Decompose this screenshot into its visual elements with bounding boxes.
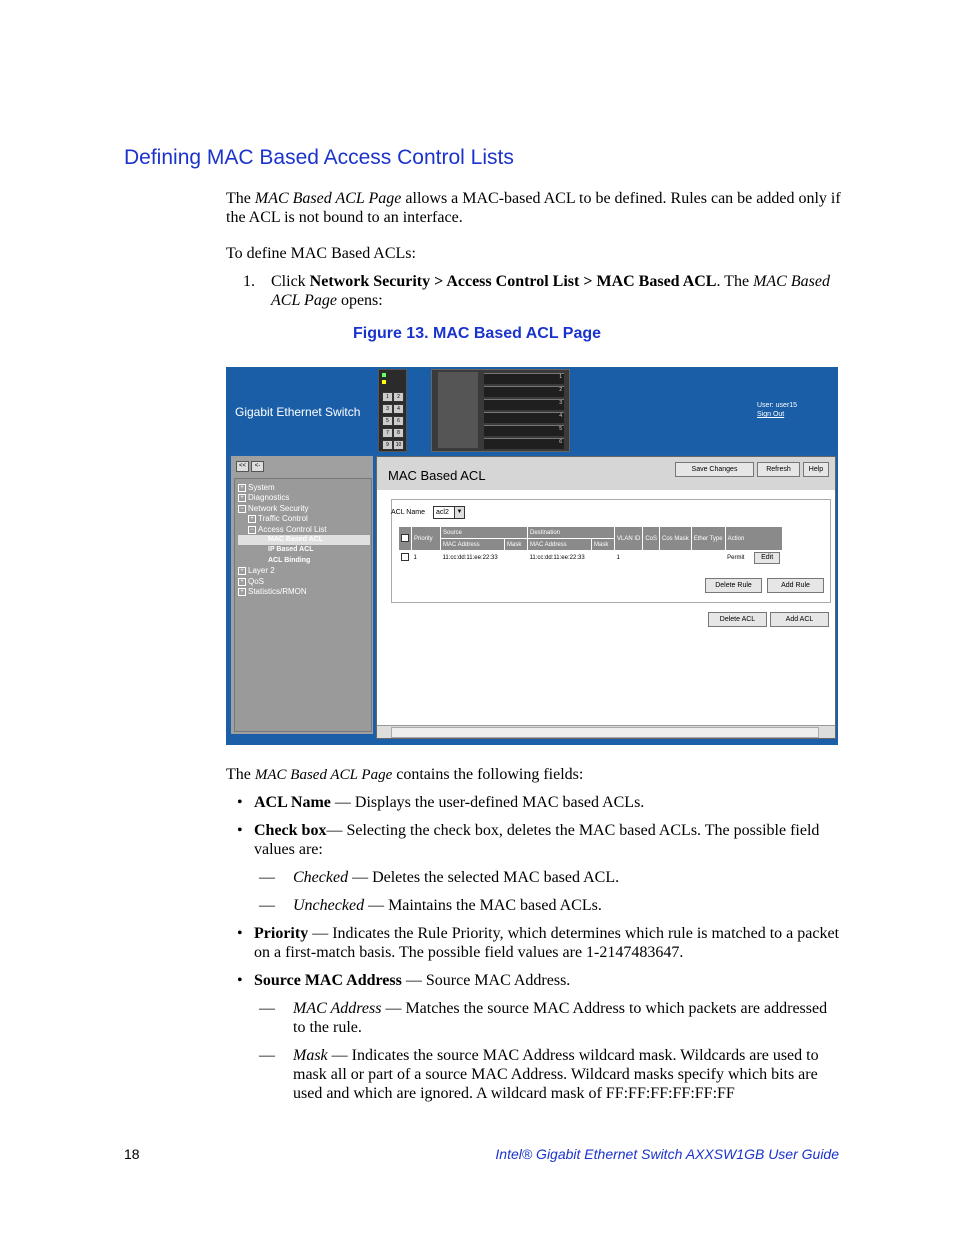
expand-icon: + xyxy=(248,515,256,523)
nav-back-button[interactable]: << xyxy=(236,461,249,472)
tree-item-statistics-rmon[interactable]: + Statistics/RMON xyxy=(238,587,370,597)
tree-item-mac-based-acl[interactable]: MAC Based ACL xyxy=(238,535,370,545)
refresh-button[interactable]: Refresh xyxy=(757,462,800,477)
row-src-mac: 11:cc:dd:11:ee:22:33 xyxy=(441,551,528,566)
add-acl-button[interactable]: Add ACL xyxy=(770,612,829,627)
expand-icon: + xyxy=(238,484,246,492)
footer-title: Intel® Gigabit Ethernet Switch AXXSW1GB User Guide xyxy=(495,1146,839,1162)
tree-item-ip-based-acl[interactable]: IP Based ACL xyxy=(268,546,314,554)
col-priority: Priority xyxy=(412,527,441,551)
page-title-bar xyxy=(377,457,835,490)
user-info xyxy=(757,401,797,419)
sign-out-link[interactable]: Sign Out xyxy=(757,411,785,418)
col-action: Action xyxy=(725,527,782,551)
list-item: — Checked — Deletes the selected MAC based ACL. xyxy=(259,869,620,886)
tree-item-network-security[interactable]: − Network Security xyxy=(238,504,370,514)
expand-icon: + xyxy=(238,494,246,502)
nav-forward-button[interactable]: <- xyxy=(251,461,264,472)
tree-item-diagnostics[interactable]: + Diagnostics xyxy=(238,493,370,503)
brand-title: Gigabit Ethernet Switch xyxy=(235,405,361,419)
col-src-mask: Mask xyxy=(505,539,528,551)
col-dst-mask: Mask xyxy=(592,539,615,551)
edit-button[interactable]: Edit xyxy=(754,552,780,564)
save-changes-button[interactable]: Save Changes xyxy=(675,462,754,477)
list-item: • Source MAC Address — Source MAC Address. xyxy=(237,972,571,989)
chassis-image: 1 2 3 4 5 6 xyxy=(431,369,570,452)
col-dst-mac: MAC Address xyxy=(528,539,592,551)
list-item: — Unchecked — Maintains the MAC based ACLs. xyxy=(259,897,602,914)
row-action: Permit Edit xyxy=(725,551,782,566)
row-priority: 1 xyxy=(412,551,441,566)
tree-item-qos[interactable]: + QoS xyxy=(238,577,370,587)
rules-table xyxy=(398,526,783,565)
acl-name-select[interactable] xyxy=(433,506,465,519)
table-row xyxy=(399,551,783,566)
collapse-icon: − xyxy=(248,526,256,534)
col-vlan-id: VLAN ID xyxy=(615,527,643,551)
list-item: — MAC Address — Matches the source MAC Address to which packets are addressed to the rule. xyxy=(259,1000,828,1036)
list-item: • Check box— Selecting the check box, deletes the MAC based ACLs. The possible field values are: xyxy=(237,822,820,858)
sidebar xyxy=(231,456,373,734)
tree-item-layer2[interactable]: + Layer 2 xyxy=(238,566,370,576)
col-source: Source xyxy=(441,527,528,539)
horizontal-scrollbar[interactable] xyxy=(377,725,835,738)
intro-paragraph: The MAC Based ACL Page allows a MAC-based ACL to be defined. Rules can be added only if the ACL is not bound to an interface. xyxy=(226,190,841,226)
page-number: 18 xyxy=(124,1146,140,1162)
list-item: — Mask — Indicates the source MAC Address wildcard mask. Wildcards are used to mask all or part of a source MAC Address. Wildcard masks specify which bits are used and which are ignored. A wildcard mask of FF:FF:FF:FF:FF:FF xyxy=(259,1047,819,1102)
section-title: Defining MAC Based Access Control Lists xyxy=(124,146,514,169)
col-cos-mask: Cos Mask xyxy=(660,527,692,551)
col-cos: CoS xyxy=(643,527,660,551)
row-checkbox[interactable] xyxy=(399,551,412,566)
app-header xyxy=(226,367,838,451)
row-dst-mac: 11:cc:dd:11:ee:22:33 xyxy=(528,551,615,566)
nav-tree-panel xyxy=(234,478,372,732)
acl-name-label: ACL Name xyxy=(391,509,425,516)
page-title: MAC Based ACL xyxy=(388,468,486,483)
steps-intro: To define MAC Based ACLs: xyxy=(226,245,416,262)
expand-icon: + xyxy=(238,588,246,596)
list-item: • Priority — Indicates the Rule Priority, which determines which rule is matched to a packet on a first-match basis. The possible field values are 1-2147483647. xyxy=(237,925,840,961)
scrollbar-thumb[interactable] xyxy=(391,727,819,738)
expand-icon: + xyxy=(238,578,246,586)
col-src-mac: MAC Address xyxy=(441,539,505,551)
chevron-down-icon: ▼ xyxy=(454,507,464,518)
nav-tree xyxy=(238,483,370,597)
expand-icon: + xyxy=(238,567,246,575)
list-item: • ACL Name — Displays the user-defined MAC based ACLs. xyxy=(237,794,645,811)
delete-rule-button[interactable]: Delete Rule xyxy=(705,578,762,593)
tree-item-system[interactable]: + System xyxy=(238,483,370,493)
collapse-icon: − xyxy=(238,505,246,513)
step-1-text: Click Network Security > Access Control List > MAC Based ACL. The MAC Based ACL Page opens: xyxy=(271,273,830,309)
tree-item-access-control-list[interactable]: − Access Control List xyxy=(238,525,370,535)
tree-item-traffic-control[interactable]: + Traffic Control xyxy=(238,514,370,524)
col-ether-type: Ether Type xyxy=(691,527,725,551)
help-button[interactable]: Help xyxy=(803,462,829,477)
step-number: 1. xyxy=(243,273,255,290)
add-rule-button[interactable]: Add Rule xyxy=(767,578,824,593)
switch-front-panel-image: 1 2 3 4 5 6 7 8 9 10 xyxy=(378,369,407,452)
delete-acl-button[interactable]: Delete ACL xyxy=(708,612,767,627)
figure-caption: Figure 13. MAC Based ACL Page xyxy=(352,325,602,342)
row-vlan: 1 xyxy=(615,551,643,566)
screenshot-figure xyxy=(226,367,838,745)
main-panel xyxy=(376,456,836,739)
tree-item-acl-binding[interactable]: ACL Binding xyxy=(268,556,311,564)
fields-intro: The MAC Based ACL Page contains the following fields: xyxy=(226,766,584,783)
acl-name-value: acl2 xyxy=(436,509,449,516)
select-all-checkbox-cell[interactable] xyxy=(399,527,412,551)
user-label: User: user15 xyxy=(757,402,798,409)
col-destination: Destination xyxy=(528,527,615,539)
